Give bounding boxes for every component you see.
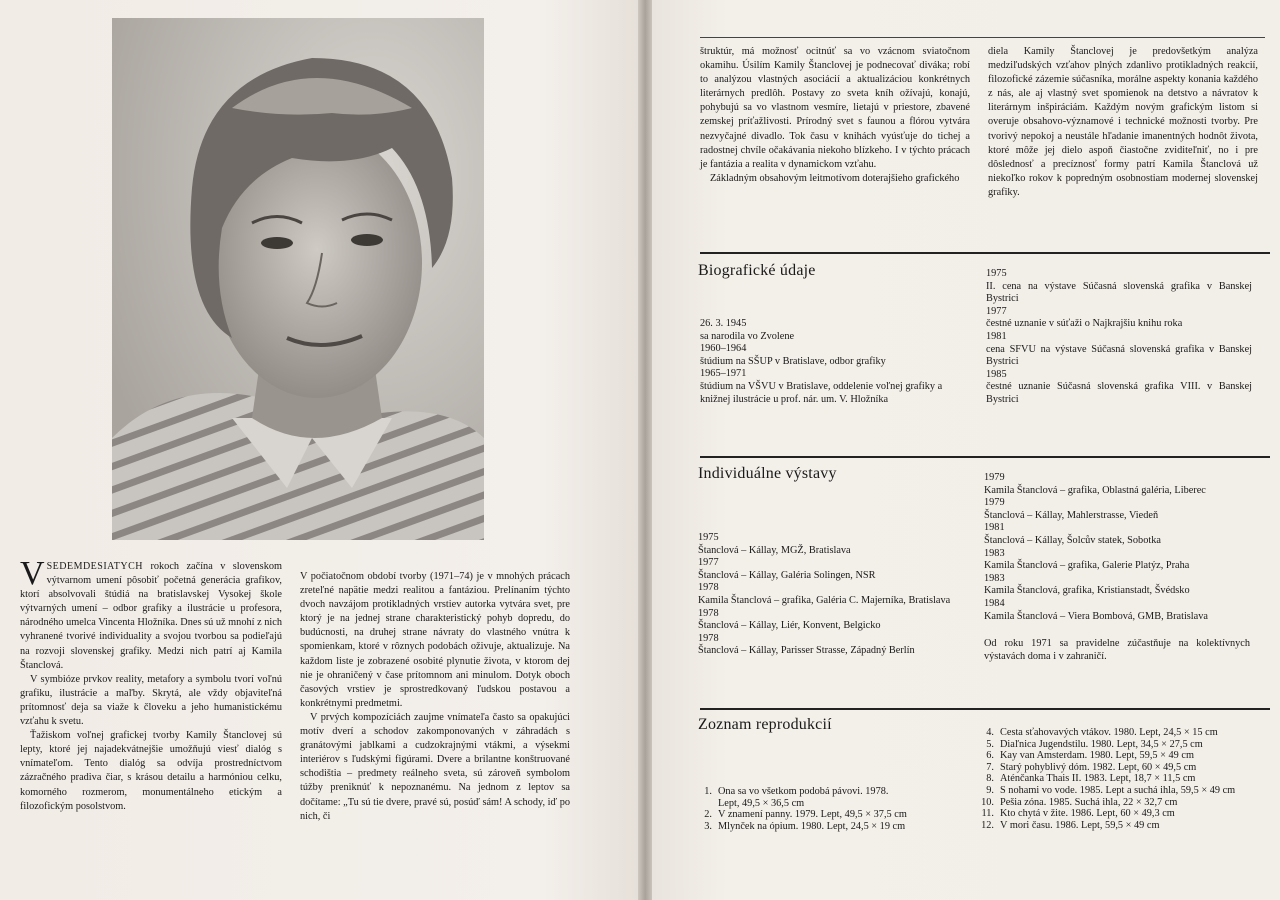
list-item [978, 820, 1278, 832]
item-text: V mori času. 1986. Lept, 59,5 × 49 cm [1000, 819, 1160, 831]
list-item: 1975 [986, 268, 1007, 279]
bio-list-right [986, 268, 1252, 407]
list-item: 1981 [986, 330, 1007, 342]
list-item: Kamila Štanclová – grafika, Oblastná galéria, Liberec [984, 484, 1206, 496]
list-item [978, 762, 1278, 774]
list-item: 1978 [698, 632, 719, 644]
exhibitions-note: Od roku 1971 sa pravidelne zúčastňuje na kolektívnych výstavách doma i v zahraničí. [984, 638, 1250, 662]
item-number: 6. [986, 750, 994, 762]
paragraph: V prvých kompozíciách zaujme vnímateľa často sa opakujúci motív dverí a schodov zakomponovaných v záhradách s granátovými jablkami a cudzokrajnými vtákmi, a výsekmi interiérov s ľudskými figúrami. Dvere a brilantne konštruované schodištia – predmety reálneho sveta, sú zároveň symbolom túžby preniknúť k nepoznanému. Na jednom z leptov sa dočítame: „Tu sú tie dvere, pravé sú, posúď sám! A schody, iď po nich, či [300, 711, 570, 822]
list-item [696, 809, 976, 821]
list-item: 1985 [986, 368, 1007, 380]
paragraph: Základným obsahovým leitmotívom doterajšieho grafického [710, 172, 960, 184]
section-rule [700, 456, 1270, 458]
list-item: II. cena na výstave Súčasná slovenská grafika v Banskej Bystrici [986, 280, 1252, 305]
list-item: 1978 [698, 607, 719, 619]
list-item: Štanclová – Kállay, Parisser Strasse, Západný Berlín [698, 645, 915, 657]
list-item: cena SFVU na výstave Súčasná slovenská grafika v Banskej Bystrici [986, 343, 1252, 368]
list-item: sa narodila vo Zvolene [700, 330, 795, 342]
author-portrait-photo [112, 18, 484, 540]
item-number: 3. [704, 820, 712, 832]
exhibitions-title: Individuálne výstavy [698, 465, 837, 482]
section-rule [700, 708, 1270, 710]
list-item: Kamila Štanclová – grafika, Galéria C. Majerníka, Bratislava [698, 594, 951, 606]
paragraph: diela Kamily Štanclovej je predovšetkým analýza medziľudských vzťahov plných zdanlivo protikladných reakcií, filozofické zázemie súčasníka, morálne aspekty konania každého z nás, ale aj vlastný svet spomienok na detstvo a návratov k literárnym inšpiráciám. Každým novým grafickým listom si overuje obsahovo-významové i technické možnosti tvorby. Pre tvorivý nepokoj a neustále hľadanie imanentných hodnôt života, ktoré môže jej dielo aspoň čiastočne zviditeľniť, no i pre dôslednosť a precíznosť formy patrí Kamila Štanclová už niekoľko rokov k popredným osobnostiam modernej slovenskej grafiky. [988, 46, 1258, 198]
bio-title: Biografické údaje [698, 262, 816, 279]
list-item: 1960–1964 [700, 343, 747, 355]
item-text: Mlynček na ópium. 1980. Lept, 24,5 × 19 cm [718, 820, 906, 832]
list-item: 1979 [984, 472, 1005, 483]
reproductions-list-right [978, 727, 1278, 831]
bio-list-left [700, 318, 970, 406]
item-text: V znamení panny. 1979. Lept, 49,5 × 37,5 cm [718, 809, 907, 821]
item-text: Kay van Amsterdam. 1980. Lept, 59,5 × 49 cm [1000, 750, 1194, 762]
continued-text-column-b [988, 45, 1258, 200]
list-item: Kamila Štanclová – grafika, Galerie Platýz, Praha [984, 560, 1190, 572]
item-text: Pešia zóna. 1985. Suchá ihla, 22 × 32,7 cm [1000, 796, 1178, 808]
right-page [652, 0, 1280, 900]
intro-caps: SEDEMDESIATYCH [46, 561, 144, 572]
section-rule [700, 252, 1270, 254]
list-item: 1983 [984, 547, 1005, 559]
intro-paragraph-1 [20, 555, 282, 673]
paragraph: štruktúr, má možnosť ocitnúť sa vo vzácnom sviatočnom okamihu. Úsilím Kamily Štanclovej je podnecovať diváka; robí to analýzou vlastných asociácií a aktualizáciou konkrétnych literárnych predlôh. Postavy zo sveta kníh ožívajú, konajú, pohybujú sa vo vlastnom vesmíre, lietajú v priestore, zbavené zemskej príťažlivosti. Prírodný svet s faunou a flórou vytvára nezvyčajné divadlo. Tok času v knihách vyúsťuje do tichej a radostnej chvíle očakávania niekoho blízkeho. I v týchto prácach je fantázia a realita v dynamickom vzťahu. [700, 46, 970, 170]
item-text: Kto chytá v žite. 1986. Lept, 60 × 49,3 cm [1000, 808, 1175, 820]
item-text: Lept, 49,5 × 36,5 cm [718, 797, 805, 809]
list-item [696, 821, 976, 833]
list-item [978, 773, 1278, 785]
list-item: 1981 [984, 522, 1005, 534]
item-text: Cesta sťahovavých vtákov. 1980. Lept, 24,5 × 15 cm [1000, 727, 1218, 738]
intro-column-2 [300, 570, 570, 824]
list-item: čestné uznanie Súčasná slovenská grafika VIII. v Banskej Bystrici [986, 381, 1252, 405]
list-item [978, 727, 1278, 739]
list-item: 26. 3. 1945 [700, 318, 747, 329]
list-item: štúdium na VŠVU v Bratislave, oddelenie voľnej grafiky a knižnej ilustrácie u prof. nár. um. V. Hložníka [700, 380, 943, 405]
list-item [978, 808, 1278, 820]
list-item: Kamila Štanclová, grafika, Kristianstadt, Švédsko [984, 585, 1190, 597]
list-item: Štanclová – Kállay, Mahlerstrasse, Viedeň [984, 509, 1159, 521]
list-item: Štanclová – Kállay, MGŽ, Bratislava [698, 544, 851, 556]
list-item: 1977 [698, 557, 719, 569]
top-rule [700, 37, 1265, 38]
list-item: Štanclová – Kállay, Šolcův statek, Sobotka [984, 534, 1161, 546]
paragraph: V symbióze prvkov reality, metafory a symbolu tvorí voľnú grafiku, ilustrácie a maľby. Skrytá, ale vždy objaviteľná prítomnosť deja sa viaže k človeku a jeho humanistickému vzťahu k svetu. [20, 673, 282, 728]
item-text: Starý pohyblivý dóm. 1982. Lept, 60 × 49,5 cm [1000, 761, 1197, 773]
item-number [696, 798, 712, 810]
list-item [978, 797, 1278, 809]
list-item: 1979 [984, 497, 1005, 509]
intro-text: rokoch začína v slovenskom výtvarnom umení pôsobiť početná generácia grafikov, ktorí absolvovali štúdiá na bratislavskej Vysokej škole výtvarných umení – odbor grafiky a ilustrácie u profesora, národného umelca Vincenta Hložníka. Dnes sú už mnohí z nich vyhranené tvorivé individuality a svojou tvorbou sa podieľajú na rozvoji slovenskej grafiky. Medzi nich patrí aj Kamila Štanclová. [20, 561, 282, 671]
list-item [978, 785, 1278, 797]
reproductions-list-left [696, 786, 976, 832]
list-item: Štanclová – Kállay, Galéria Solingen, NSR [698, 569, 876, 581]
continued-text-column-a [700, 45, 970, 186]
item-text: Ona sa vo všetkom podobá pávovi. 1978. [718, 786, 889, 797]
list-item: Štanclová – Kállay, Liér, Konvent, Belgicko [698, 620, 881, 632]
item-number: 9. [986, 784, 994, 796]
list-item: Kamila Štanclová – Viera Bombová, GMB, Bratislava [984, 610, 1208, 622]
item-number: 7. [986, 761, 994, 773]
list-item: čestné uznanie v súťaži o Najkrajšiu knihu roka [986, 318, 1183, 330]
reproductions-title: Zoznam reprodukcií [698, 716, 832, 733]
item-text: Diaľnica Jugendstilu. 1980. Lept, 34,5 × 27,5 cm [1000, 738, 1203, 750]
paragraph: Ťažiskom voľnej grafickej tvorby Kamily Štanclovej sú lepty, ktoré jej najadekvátnejšie umožňujú viesť dialóg s vnímateľom. Tento dialóg sa odvíja prostredníctvom zázračného pradiva čiar, s krásou detailu a harmóniou celku, komorného rozmerom, monumentálneho etickým a filozofickým posolstvom. [20, 730, 282, 812]
drop-cap: V [20, 555, 45, 592]
item-number: 10. [981, 796, 994, 808]
list-item: 1984 [984, 597, 1005, 609]
item-number: 8. [986, 773, 994, 785]
item-number: 5. [986, 738, 994, 750]
list-item [696, 786, 976, 798]
list-item: 1978 [698, 582, 719, 594]
item-number: 1. [704, 786, 712, 797]
item-text: Aténčanka Thais II. 1983. Lept, 18,7 × 11,5 cm [1000, 773, 1196, 785]
list-item: 1983 [984, 572, 1005, 584]
list-item: štúdium na SŠUP v Bratislave, odbor grafiky [700, 355, 886, 367]
item-number: 12. [981, 819, 994, 831]
item-number: 4. [986, 727, 994, 738]
item-number: 2. [704, 809, 712, 821]
intro-column-1 [20, 555, 282, 814]
item-number: 11. [981, 808, 994, 820]
list-item: 1965–1971 [700, 368, 747, 380]
list-item: 1977 [986, 305, 1007, 317]
paragraph: V počiatočnom období tvorby (1971–74) je v mnohých prácach zreteľné napätie medzi realitou a fantáziou. Prelínaním týchto dvoch navzájom protikladných vrstiev autorka vytvára svet, pre ktorý je na jednej strane charakteristický pohyb dopredu, do budúcnosti, na druhej strane návraty do vlastného vnútra k spomienkam, ktoré v rôznych podobách oživuje, aktualizuje. Na každom liste je zobrazené osobité plynutie života, v ktorom dej nie je ohraničený v čase prítomnom ani minulom. Dotyk oboch časových vrstiev je sprostredkovaný ľudskou postavou a konkrétnymi predmetmi. [300, 571, 570, 709]
exhibitions-list-right [984, 472, 1252, 623]
list-item [978, 750, 1278, 762]
list-item [978, 739, 1278, 751]
list-item [696, 798, 976, 810]
list-item: 1975 [698, 532, 719, 543]
exhibitions-list-left [698, 532, 978, 658]
item-text: S nohami vo vode. 1985. Lept a suchá ihla, 59,5 × 49 cm [1000, 784, 1236, 796]
